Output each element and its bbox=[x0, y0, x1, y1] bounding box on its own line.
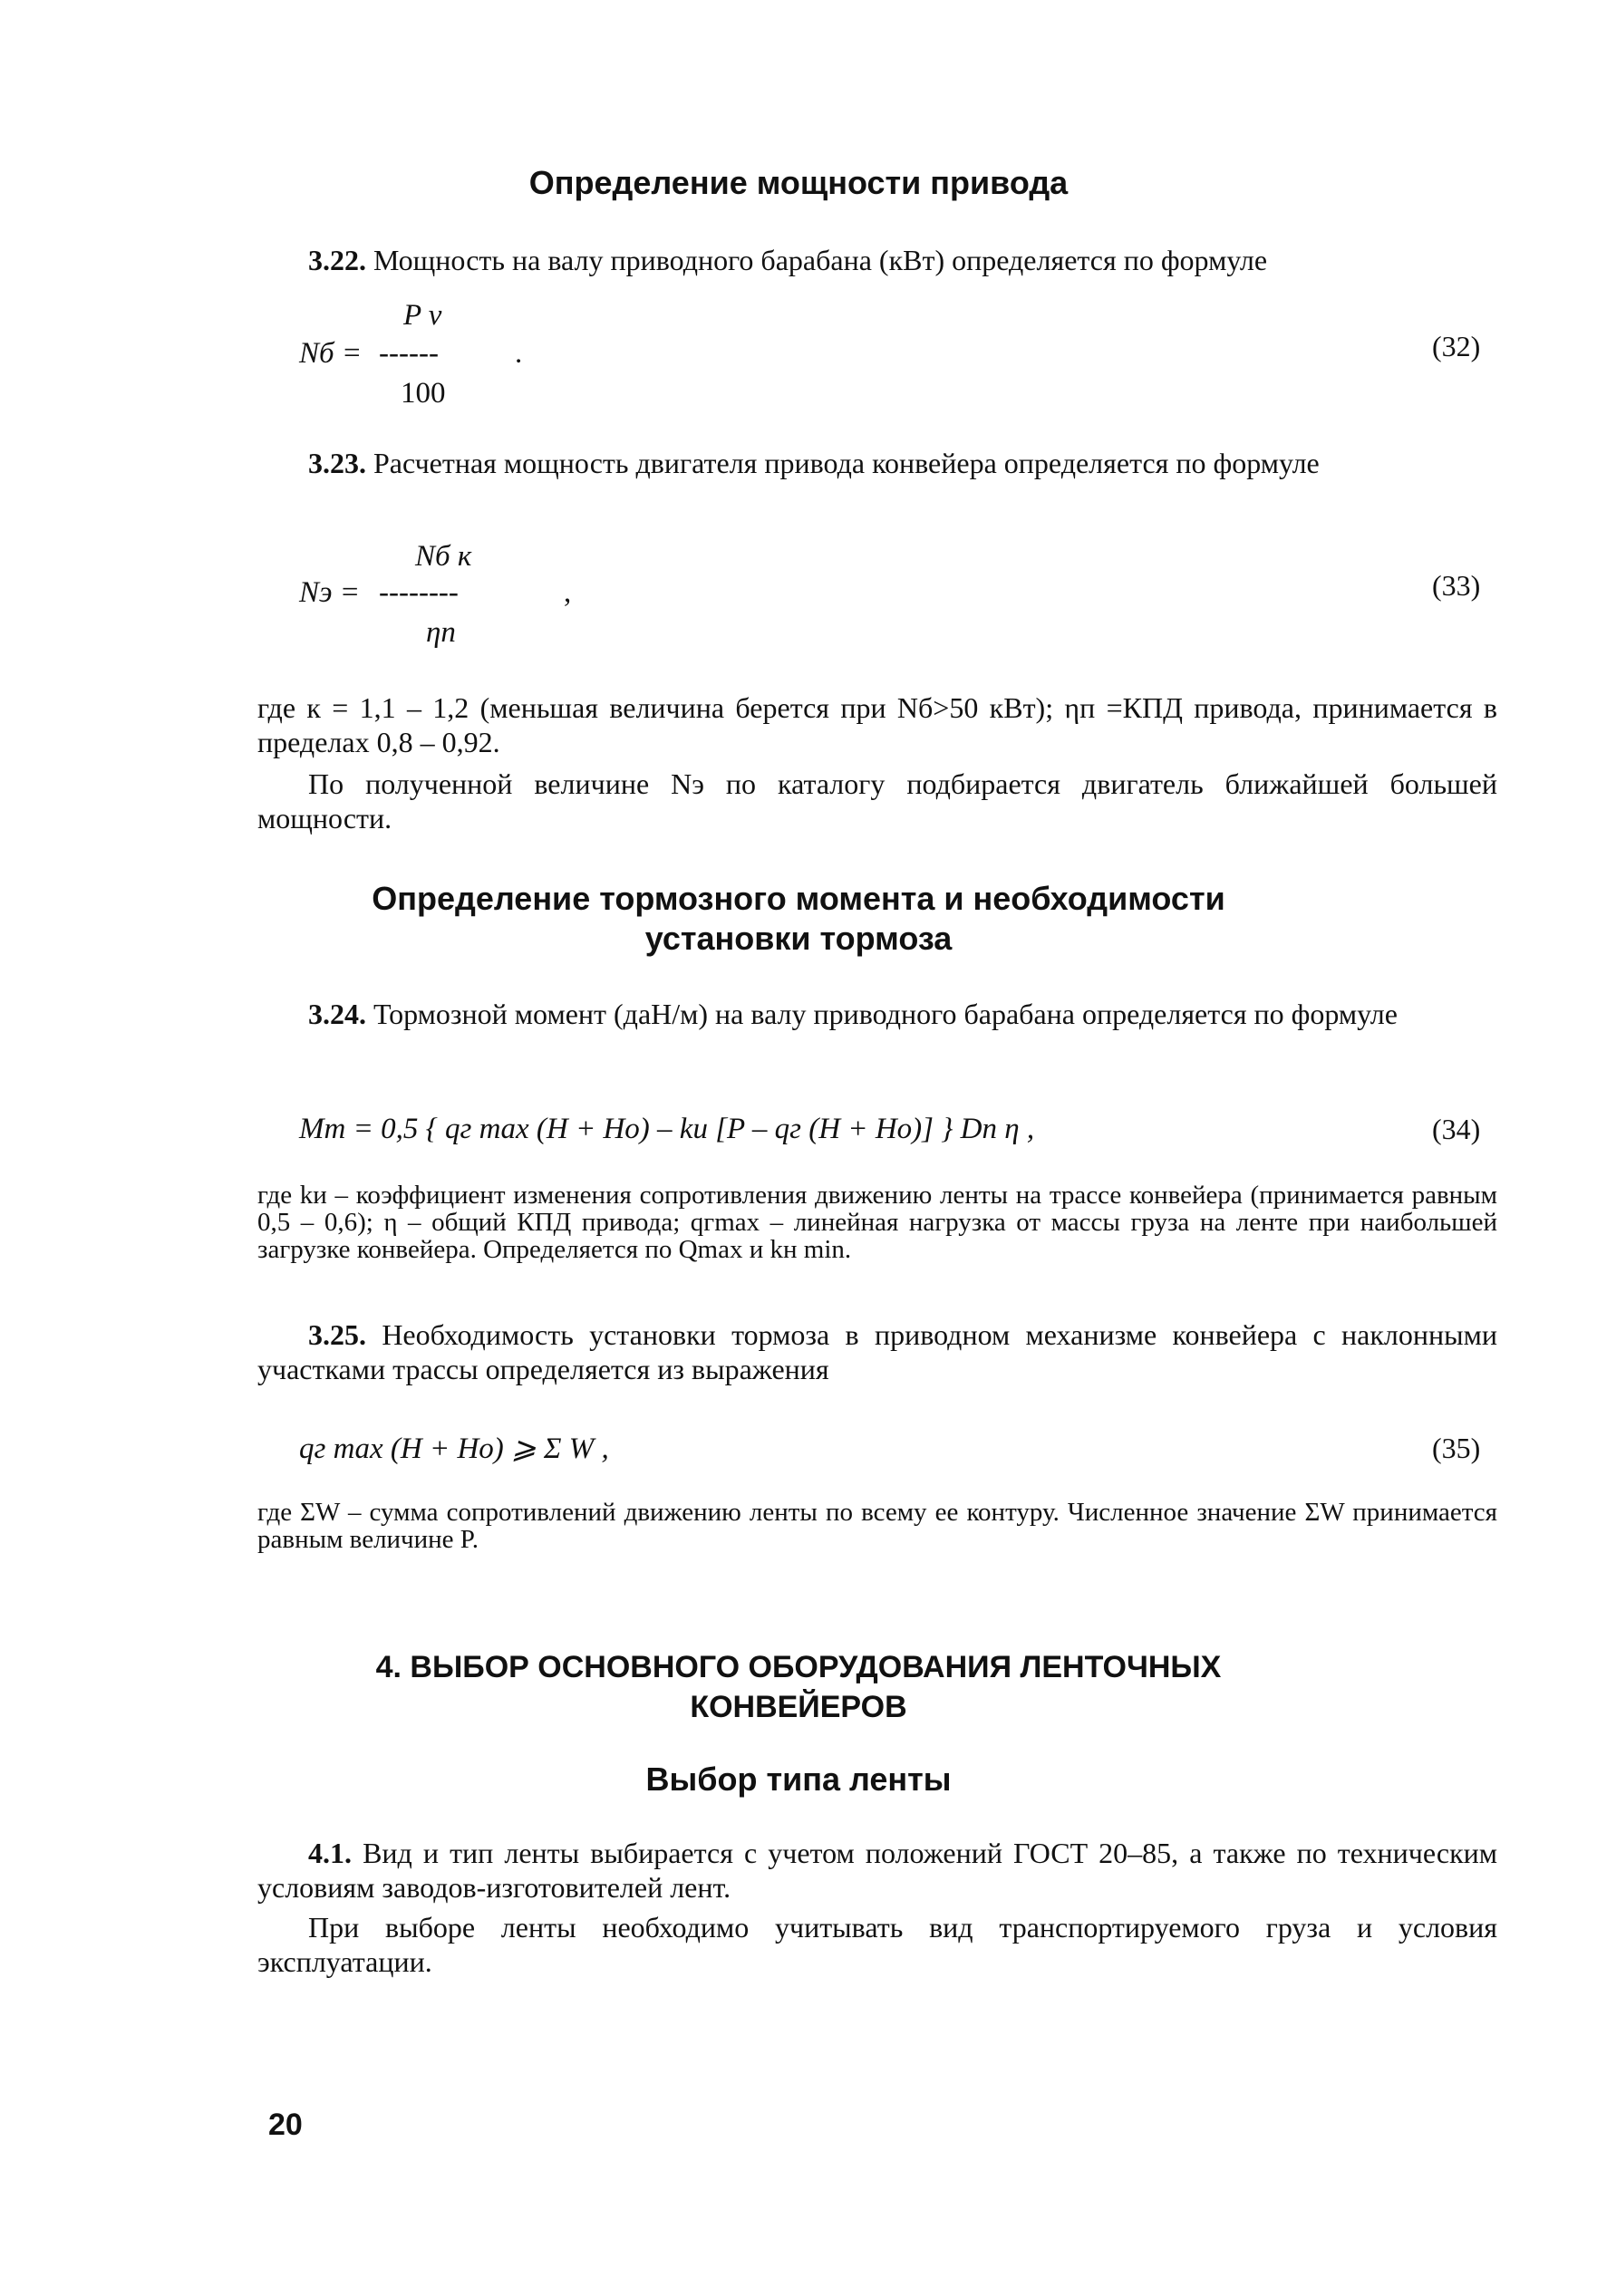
equation-number-33: (33) bbox=[1432, 569, 1481, 602]
paragraph-3-23 bbox=[257, 446, 1497, 480]
formula-lhs: Nэ = bbox=[299, 576, 361, 609]
page-number: 20 bbox=[268, 2108, 303, 2142]
equation-number-34: (34) bbox=[1432, 1113, 1481, 1145]
fraction-bar: ------ bbox=[379, 337, 439, 370]
paragraph-text: Расчетная мощность двигателя привода конвейера определяется по формуле bbox=[373, 447, 1320, 479]
paragraph-3-22 bbox=[257, 243, 1497, 277]
paragraph-3-25-where: где ΣW – сумма сопротивлений движению ленты по всему ее контуру. Численное значение ΣW принимается равным величине P. bbox=[257, 1498, 1497, 1554]
formula-32 bbox=[299, 299, 571, 417]
formula-lhs: Nб = bbox=[299, 337, 363, 370]
formula-denominator: 100 bbox=[401, 377, 446, 410]
section-number: 3.23. bbox=[308, 447, 366, 479]
formula-tail: . bbox=[515, 337, 523, 370]
paragraph-4-1 bbox=[257, 1836, 1497, 1905]
paragraph-3-23-note: По полученной величине Nэ по каталогу подбирается двигатель ближайшей большей мощности. bbox=[257, 767, 1497, 834]
heading-drive-power: Определение мощности привода bbox=[528, 164, 1069, 201]
paragraph-3-24-where: где kи – коэффициент изменения сопротивления движению ленты на трассе конвейера (принимается равным 0,5 – 0,6); η – общий КПД привода; qгmax – линейная нагрузка от массы груза на ленте при наибольшей загрузке конвейера. Определяется по Qmax и kн min. bbox=[257, 1181, 1497, 1264]
paragraph-3-25 bbox=[257, 1317, 1497, 1386]
fraction-bar: -------- bbox=[379, 576, 459, 609]
formula-numerator: P v bbox=[403, 299, 442, 332]
heading-brake-moment-line1: Определение тормозного момента и необходимости bbox=[372, 880, 1225, 917]
section-number: 3.24. bbox=[308, 998, 366, 1030]
paragraph-4-1-note: При выборе ленты необходимо учитывать вид транспортируемого груза и условия эксплуатации. bbox=[257, 1911, 1497, 1978]
formula-tail: , bbox=[564, 576, 572, 609]
formula-denominator: ηп bbox=[426, 616, 456, 649]
equation-number-35: (35) bbox=[1432, 1432, 1481, 1464]
paragraph-text: Тормозной момент (даН/м) на валу приводного барабана определяется по формуле bbox=[373, 998, 1398, 1030]
heading-belt-type: Выбор типа ленты bbox=[645, 1761, 952, 1798]
formula-numerator: Nб к bbox=[415, 540, 472, 573]
section-number: 3.22. bbox=[308, 244, 366, 276]
paragraph-text: Вид и тип ленты выбирается с учетом положений ГОСТ 20–85, а также по техническим условиям заводов-изготовителей лент. bbox=[257, 1837, 1497, 1904]
paragraph-3-24 bbox=[257, 997, 1497, 1031]
formula-33 bbox=[299, 540, 625, 658]
paragraph-3-23-where: где к = 1,1 – 1,2 (меньшая величина берется при Nб>50 кВт); ηп =КПД привода, принимается в пределах 0,8 – 0,92. bbox=[257, 691, 1497, 758]
paragraph-text: Мощность на валу приводного барабана (кВт) определяется по формуле bbox=[373, 244, 1268, 276]
heading-chapter-4-line2: КОНВЕЙЕРОВ bbox=[690, 1690, 907, 1724]
heading-chapter-4-line1: 4. ВЫБОР ОСНОВНОГО ОБОРУДОВАНИЯ ЛЕНТОЧНЫХ bbox=[375, 1650, 1222, 1684]
equation-number-32: (32) bbox=[1432, 330, 1481, 362]
section-number: 3.25. bbox=[308, 1318, 366, 1351]
formula-34: Mт = 0,5 { qг max (H + Hо) – kи [P – qг (H + Hо)] } Dп η , bbox=[299, 1113, 1035, 1145]
paragraph-text: Необходимость установки тормоза в приводном механизме конвейера с наклонными участками трассы определяется из выражения bbox=[257, 1318, 1498, 1385]
formula-35: qг max (H + Hо) ⩾ Σ W , bbox=[299, 1433, 609, 1465]
heading-brake-moment-line2: установки тормоза bbox=[644, 920, 953, 957]
section-number: 4.1. bbox=[308, 1837, 352, 1869]
